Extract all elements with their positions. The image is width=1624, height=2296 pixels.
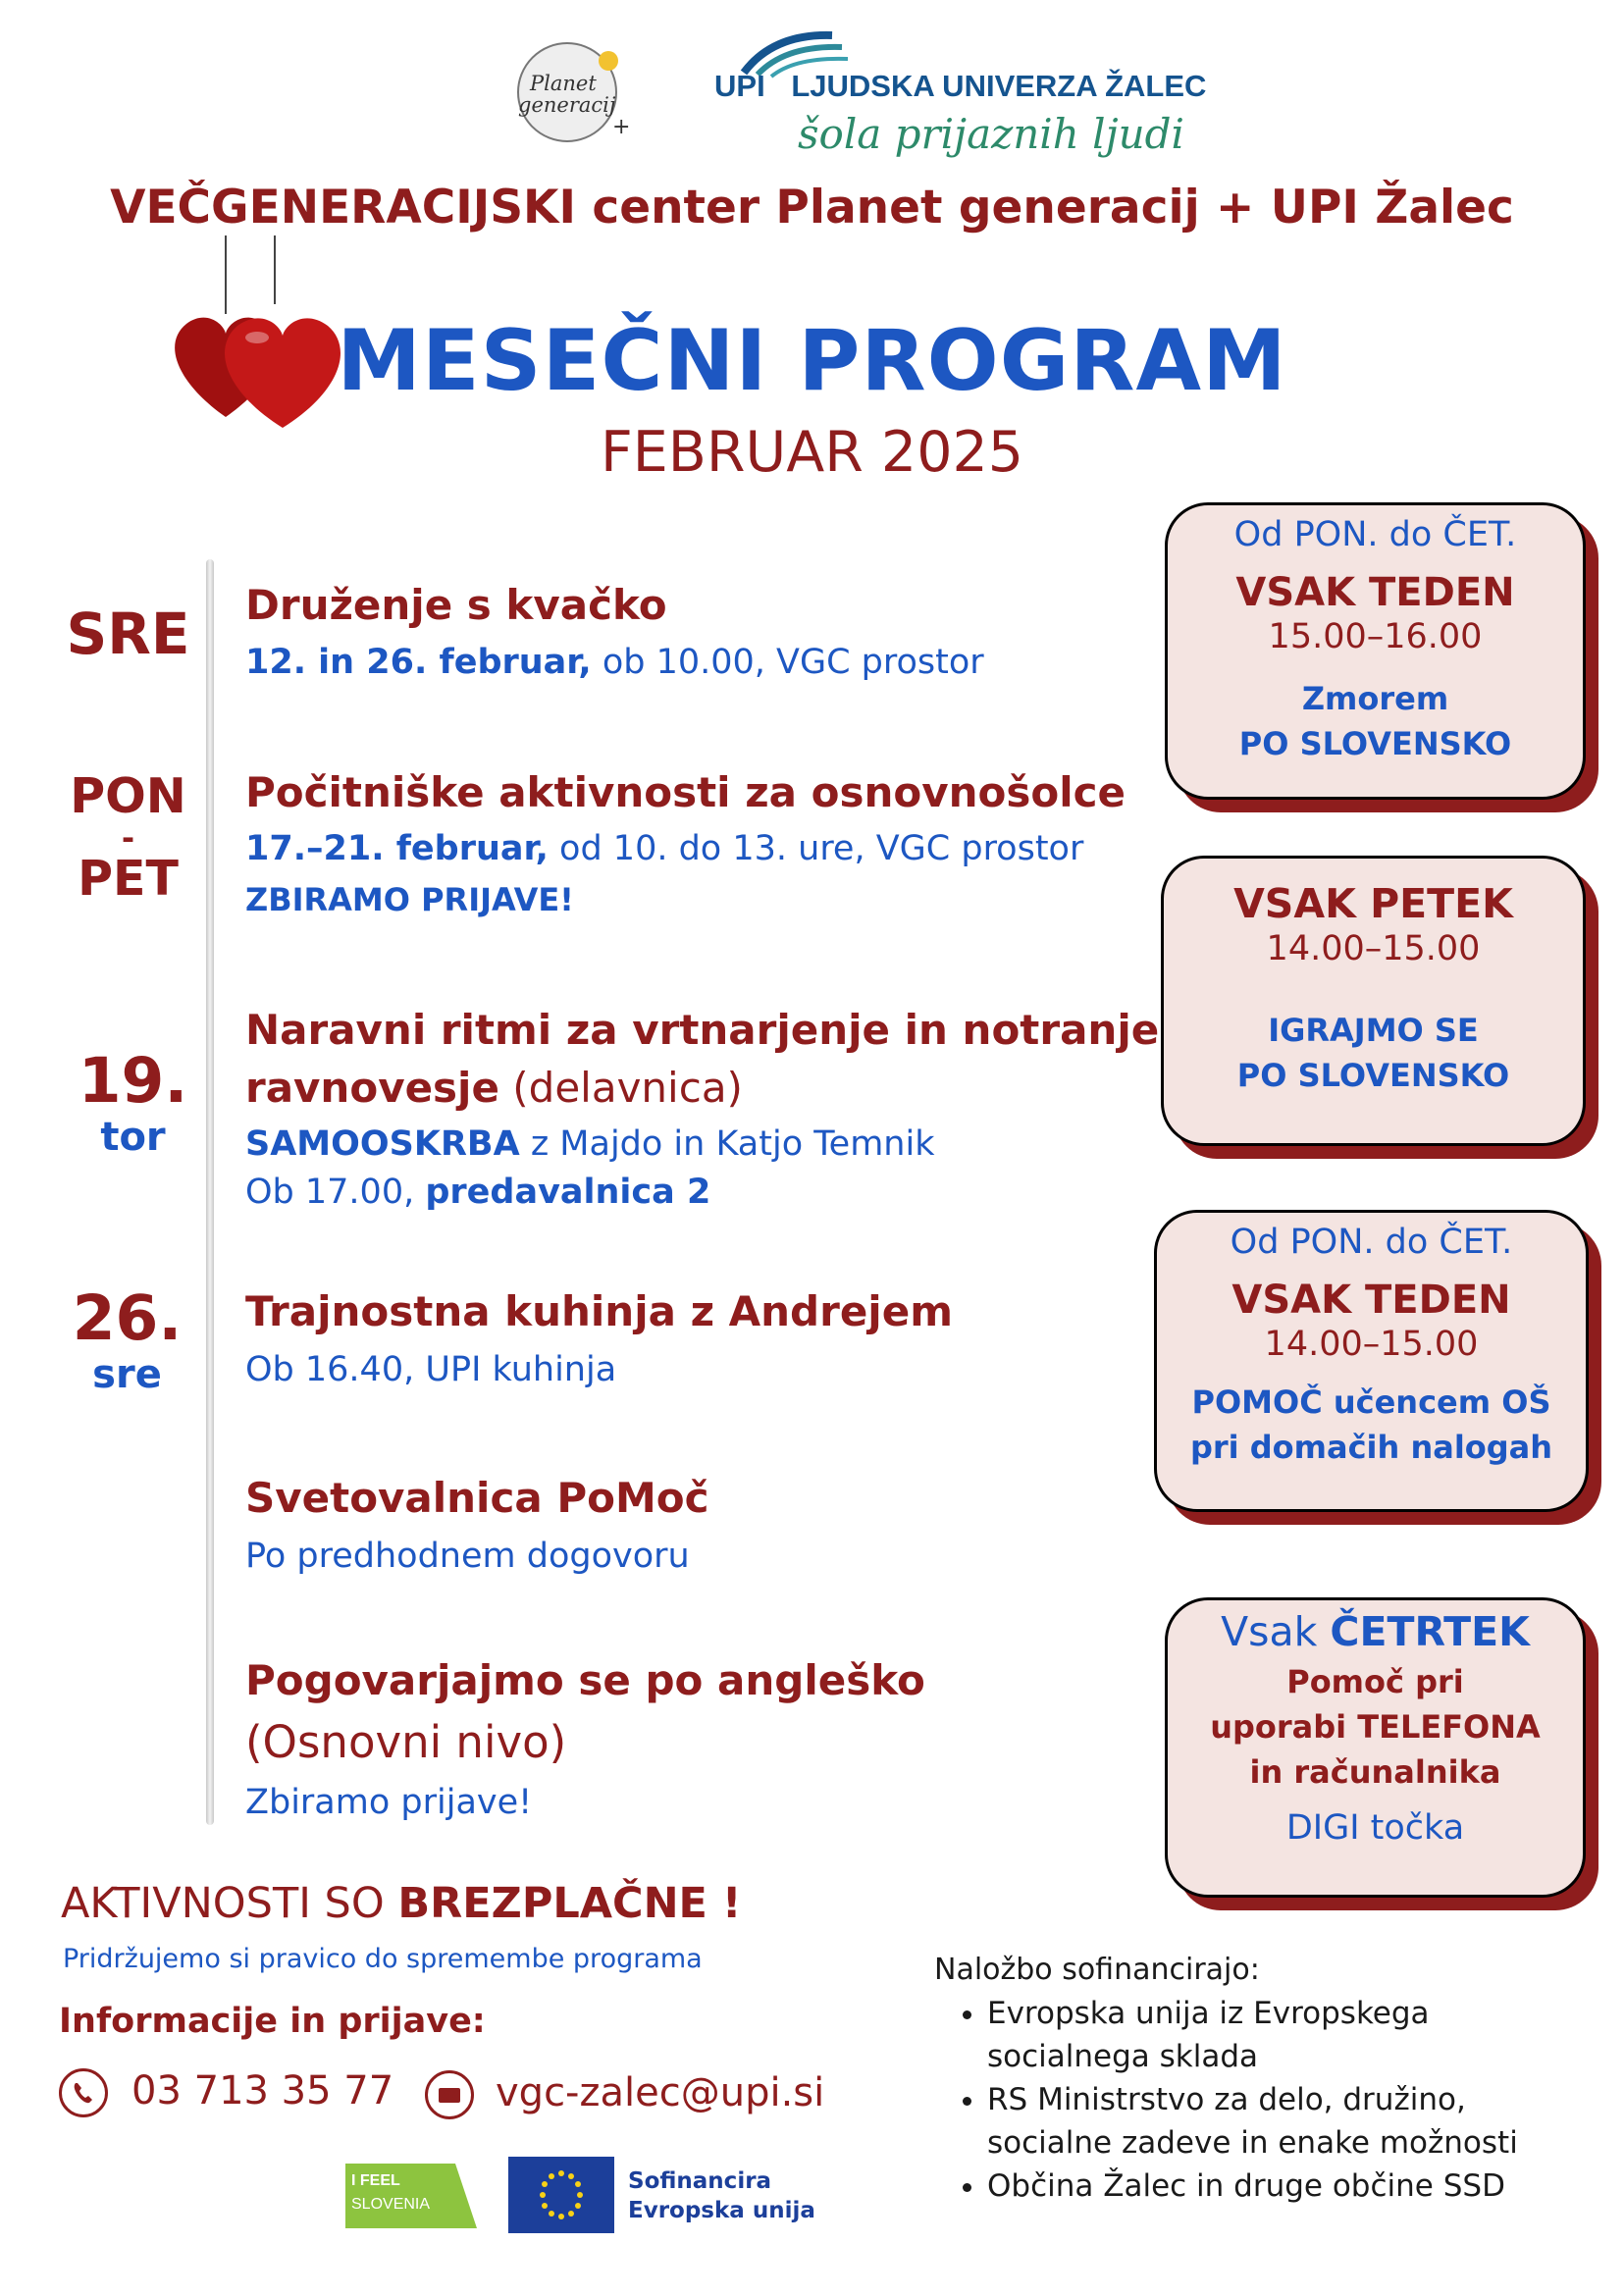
upi-name <box>714 69 1206 104</box>
box-activity-line2: pri domačih nalogah <box>1189 1429 1553 1466</box>
box-activity-line1: POMOČ učencem OŠ <box>1191 1383 1551 1421</box>
investment-title: Naložbo sofinancirajo: <box>934 1953 1260 1987</box>
box-footer: DIGI točka <box>1285 1808 1465 1848</box>
day-label-pon: PON <box>70 768 186 824</box>
event-date: 12. in 26. februar, <box>245 643 592 682</box>
event-date: 17.–21. februar, <box>245 829 549 868</box>
event-time-place: ob 10.00, VGC prostor <box>591 643 984 682</box>
investment-item: • Občina Žalec in druge občine SSD <box>987 2165 1518 2208</box>
ifeel-line1: I FEEL <box>351 2172 400 2189</box>
month-title: FEBRUAR 2025 <box>600 420 1023 485</box>
event-title-kuhinja: Trajnostna kuhinja z Andrejem <box>245 1287 953 1335</box>
page-title: VEČGENERACIJSKI center Planet generacij + UPI Žalec <box>110 181 1514 235</box>
event-details-samooskrba <box>245 1124 934 1164</box>
eu-text-line1: Sofinancira <box>628 2168 772 2194</box>
event-place: predavalnica 2 <box>425 1173 711 1212</box>
investment-item: • Evropska unija iz Evropskega <box>987 1992 1518 2035</box>
box-activity-line3: in računalnika <box>1249 1753 1501 1791</box>
box-activity-line2: PO SLOVENSKO <box>1238 725 1512 762</box>
day-label-pon-pet <box>57 768 199 907</box>
event-category: SAMOOSKRBA <box>245 1124 520 1164</box>
phone-icon <box>59 2068 108 2117</box>
box-zmorem-po-slovensko <box>1165 502 1586 800</box>
box-activity-line1: Pomoč pri <box>1286 1663 1464 1700</box>
event-details-time <box>245 1173 710 1212</box>
free-notice-bold: BREZPLAČNE ! <box>397 1879 742 1928</box>
email-address[interactable]: vgc-zalec@upi.si <box>496 2070 825 2115</box>
eu-text-line2: Evropska unija <box>628 2198 815 2223</box>
event-title-ravnovesje <box>245 1064 743 1112</box>
program-title: MESEČNI PROGRAM <box>337 312 1287 410</box>
day-label-tor: tor <box>100 1115 166 1160</box>
event-title-anglesko: Pogovarjajmo se po angleško <box>245 1656 925 1704</box>
svg-text:Planet: Planet <box>530 72 597 95</box>
day-label-pet: PET <box>78 851 179 907</box>
svg-text:generacij: generacij <box>518 93 616 117</box>
event-time-place: od 10. do 13. ure, VGC prostor <box>548 829 1084 868</box>
box-activity-line2: uporabi TELEFONA <box>1210 1708 1541 1746</box>
box-igrajmo-se <box>1161 856 1586 1146</box>
upi-label: UPI <box>714 69 765 103</box>
box-activity-line2: PO SLOVENSKO <box>1236 1057 1510 1094</box>
planet-generacij-logo <box>502 31 648 144</box>
event-details-svetovalnica: Po predhodnem dogovoru <box>245 1537 690 1576</box>
box-frequency <box>1168 1608 1583 1655</box>
box-frequency-normal: Vsak <box>1221 1608 1331 1655</box>
investment-item: • RS Ministrstvo za delo, družino, <box>987 2078 1518 2121</box>
event-subtitle-nivo: (Osnovni nivo) <box>245 1716 567 1768</box>
event-details-anglesko: Zbiramo prijave! <box>245 1783 533 1822</box>
event-title-bold: ravnovesje <box>245 1064 499 1112</box>
free-activities-notice <box>61 1879 742 1928</box>
disclaimer: Pridržujemo si pravico do spremembe programa <box>63 1944 703 1974</box>
day-label-sre-26: sre <box>92 1352 162 1397</box>
day-label-26: 26. <box>72 1282 183 1354</box>
event-title-pocitniske: Počitniške aktivnosti za osnovnošolce <box>245 768 1126 816</box>
free-notice-normal: AKTIVNOSTI SO <box>61 1879 398 1928</box>
info-label: Informacije in prijave: <box>59 2002 486 2041</box>
timeline-bar <box>206 559 214 1825</box>
investment-item-continued: socialnega sklada <box>987 2039 1259 2074</box>
eu-cofinancing-text <box>628 2166 815 2225</box>
day-label-dash: - <box>121 819 135 857</box>
event-title-type: (delavnica) <box>498 1064 743 1112</box>
box-time: 14.00–15.00 <box>1266 929 1481 968</box>
event-details-druzenje <box>245 643 984 682</box>
event-hosts: z Majdo in Katjo Temnik <box>519 1124 935 1164</box>
box-frequency-day: ČETRTEK <box>1330 1608 1530 1655</box>
box-digi-tocka <box>1165 1597 1586 1898</box>
day-label-sre: SRE <box>66 600 190 667</box>
i-feel-slovenia-logo <box>345 2164 477 2228</box>
box-activity-line1: IGRAJMO SE <box>1268 1012 1479 1049</box>
svg-text:+: + <box>612 115 631 139</box>
upi-slogan: šola prijaznih ljudi <box>798 110 1184 158</box>
event-title-svetovalnica: Svetovalnica PoMoč <box>245 1474 709 1522</box>
box-pomoc-ucencem <box>1154 1210 1589 1512</box>
investment-list <box>952 1992 1518 2208</box>
box-time: 15.00–16.00 <box>1268 617 1483 656</box>
upi-full-name: LJUDSKA UNIVERZA ŽALEC <box>791 69 1207 103</box>
event-details-pocitniske <box>245 829 1083 868</box>
email-icon <box>425 2070 474 2119</box>
eu-flag-icon <box>508 2157 614 2233</box>
box-time: 14.00–15.00 <box>1264 1325 1479 1364</box>
event-title-druzenje: Druženje s kvačko <box>245 581 667 629</box>
box-frequency: VSAK PETEK <box>1233 880 1513 927</box>
day-label-19: 19. <box>78 1045 188 1117</box>
event-note-prijave: ZBIRAMO PRIJAVE! <box>245 881 574 918</box>
box-days: Od PON. do ČET. <box>1233 515 1517 554</box>
phone-number[interactable]: 03 713 35 77 <box>131 2068 394 2113</box>
box-frequency: VSAK TEDEN <box>1235 570 1515 615</box>
ifeel-line2: SLOVENIA <box>351 2196 431 2213</box>
event-details-kuhinja: Ob 16.40, UPI kuhinja <box>245 1350 617 1389</box>
event-time: Ob 17.00, <box>245 1173 426 1212</box>
investment-item-continued: socialne zadeve in enake možnosti <box>987 2125 1518 2161</box>
event-title-naravni-ritmi: Naravni ritmi za vrtnarjenje in notranje <box>245 1006 1160 1054</box>
box-frequency: VSAK TEDEN <box>1231 1278 1511 1323</box>
box-activity-line1: Zmorem <box>1301 680 1449 717</box>
box-days: Od PON. do ČET. <box>1230 1223 1513 1262</box>
